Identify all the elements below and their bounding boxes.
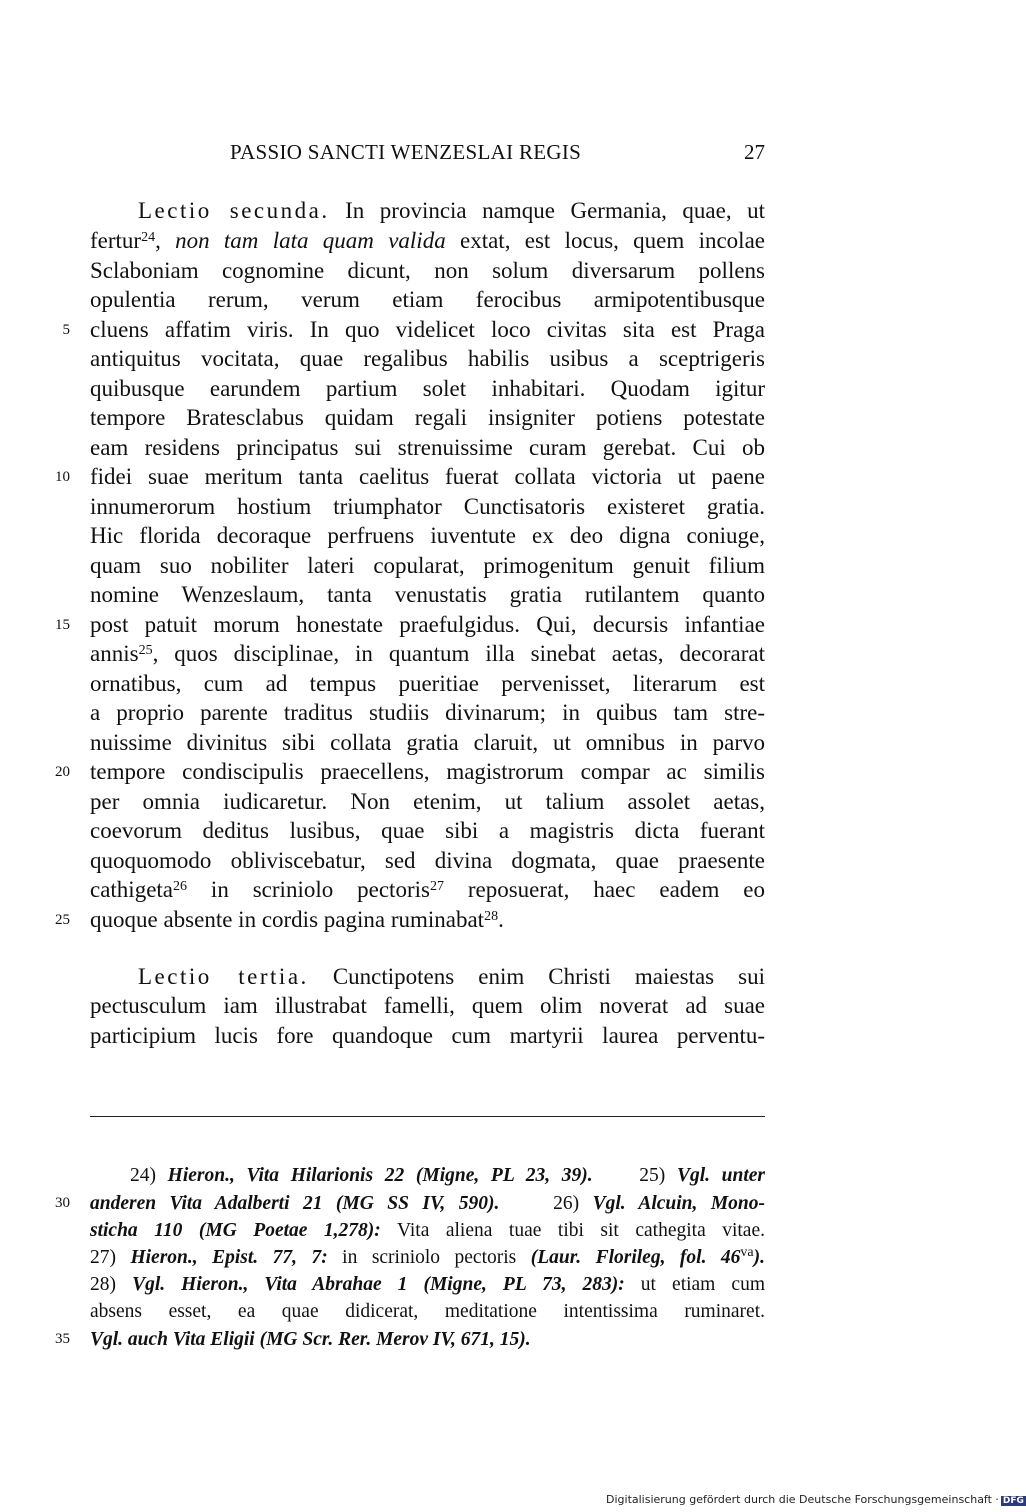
text-line: participium lucis fore quandoque cum martyrii laurea perventu- — [90, 1023, 765, 1048]
running-title: PASSIO SANCTI WENZESLAI REGIS — [230, 140, 582, 164]
dfg-logo: DFG — [1002, 1496, 1024, 1506]
text-line: per omnia iudicaretur. Non etenim, ut talium assolet aetas, — [90, 789, 765, 814]
footnote-line: sticha 110 (MG Poetae 1,278): Vita aliena tuae tibi sit cathegita vitae. — [90, 1220, 765, 1241]
line-number: 20 — [55, 764, 70, 780]
footnote-ref: 28 — [484, 909, 499, 924]
footnote-ref: 26 — [173, 879, 188, 894]
footnote-line: Vgl. auch Vita Eligii (MG Scr. Rer. Merov IV, 671, 15). — [90, 1329, 531, 1350]
running-header — [90, 140, 765, 172]
text-line: eam residens principatus sui strenuissime curam gerebat. Cui ob — [90, 435, 765, 460]
footnote-line: anderen Vita Adalberti 21 (MG SS IV, 590). 26) Vgl. Alcuin, Mono- — [90, 1193, 765, 1214]
footnote-ref: 24 — [141, 230, 156, 245]
text-line: nomine Wenzeslaum, tanta venustatis gratia rutilantem quanto — [90, 582, 765, 607]
footnote-line: 27) Hieron., Epist. 77, 7: in scriniolo pectoris (Laur. Florileg, fol. $46^{va}$). — [90, 1245, 766, 1268]
text-line: Sclaboniam cognomine dicunt, non solum diversarum pollens — [90, 258, 765, 283]
text-line: antiquitus vocitata, quae regalibus habilis usibus a sceptrigeris — [90, 346, 765, 371]
text-line: coevorum deditus lusibus, quae sibi a magistris dicta fuerant — [90, 818, 765, 843]
text-line: tempore condiscipulis praecellens, magistrorum compar ac similis — [90, 759, 765, 784]
lectio-heading: Lectio secunda. — [138, 198, 330, 223]
footnote-line: 24) Hieron., Vita Hilarionis 22 (Migne, PL 23, 39). 25) Vgl. unter — [130, 1165, 766, 1186]
text-line: cluens affatim viris. In quo videlicet loco civitas sita est Praga — [90, 317, 765, 342]
line-number: 5 — [62, 322, 70, 338]
text-line: fidei suae meritum tanta caelitus fuerat collata victoria ut paene — [90, 464, 765, 489]
text-line: quam suo nobiliter lateri copularat, primogenitum genuit filium — [90, 553, 765, 578]
text-line: quibusque earundem partium solet inhabitari. Quodam igitur — [90, 376, 765, 401]
text-line: pectusculum iam illustrabat famelli, quem olim noverat ad suae — [90, 993, 765, 1018]
text-line: nuissime divinitus sibi collata gratia claruit, ut omnibus in parvo — [90, 730, 765, 755]
lectio-heading: Lectio tertia. — [138, 964, 309, 989]
text-line: quoquomodo obliviscebatur, sed divina dogmata, quae praesente — [90, 848, 765, 873]
text-line: post patuit morum honestate praefulgidus. Qui, decursis infantiae — [90, 612, 765, 637]
line-number: 10 — [55, 469, 70, 485]
digitization-credit: Digitalisierung gefördert durch die Deutsche Forschungsgemeinschaft · DFG — [606, 1493, 1024, 1506]
text-line: Lectio secunda. In provincia namque Germania, quae, ut — [138, 198, 765, 223]
line-number: 15 — [55, 617, 70, 633]
text-line: cathigeta$^{26}$ in scriniolo pectoris$^{27}$ reposuerat, haec eadem eo — [90, 877, 765, 902]
line-number: 30 — [55, 1195, 70, 1211]
text-line: Hic florida decoraque perfruens iuventute ex deo digna coniuge, — [90, 523, 765, 548]
text-line: a proprio parente traditus studiis divinarum; in quibus tam stre- — [90, 700, 765, 725]
footnote-line: absens esset, ea quae didicerat, meditatione intentissima ruminaret. — [90, 1301, 765, 1322]
footnote-line: 28) Vgl. Hieron., Vita Abrahae 1 (Migne, PL 73, 283): ut etiam cum — [90, 1274, 765, 1295]
page-number: 27 — [744, 140, 765, 164]
text-line: innumerorum hostium triumphator Cunctisatoris existeret gratia. — [90, 494, 765, 519]
text-line: Lectio tertia. Cunctipotens enim Christi maiestas sui — [138, 964, 765, 989]
italic-quote: non tam lata quam valida — [175, 228, 446, 253]
footnote-ref: 27 — [429, 879, 444, 894]
footnote-divider — [90, 1116, 765, 1117]
text-line: opulentia rerum, verum etiam ferocibus armipotentibusque — [90, 287, 765, 312]
text-line: tempore Bratesclabus quidam regali insigniter potiens potestate — [90, 405, 765, 430]
text-line: quoque absente in cordis pagina ruminabat$^{28}$. — [90, 907, 504, 932]
line-number: 35 — [55, 1331, 70, 1347]
text-line: ornatibus, cum ad tempus pueritiae pervenisset, literarum est — [90, 671, 765, 696]
text-line: fertur$^{24}$, non tam lata quam valida extat, est locus, quem incolae — [90, 228, 765, 253]
footnote-ref: 25 — [138, 643, 153, 658]
line-number: 25 — [55, 912, 70, 928]
text-line: annis$^{25}$, quos disciplinae, in quantum illa sinebat aetas, decorarat — [90, 641, 765, 666]
